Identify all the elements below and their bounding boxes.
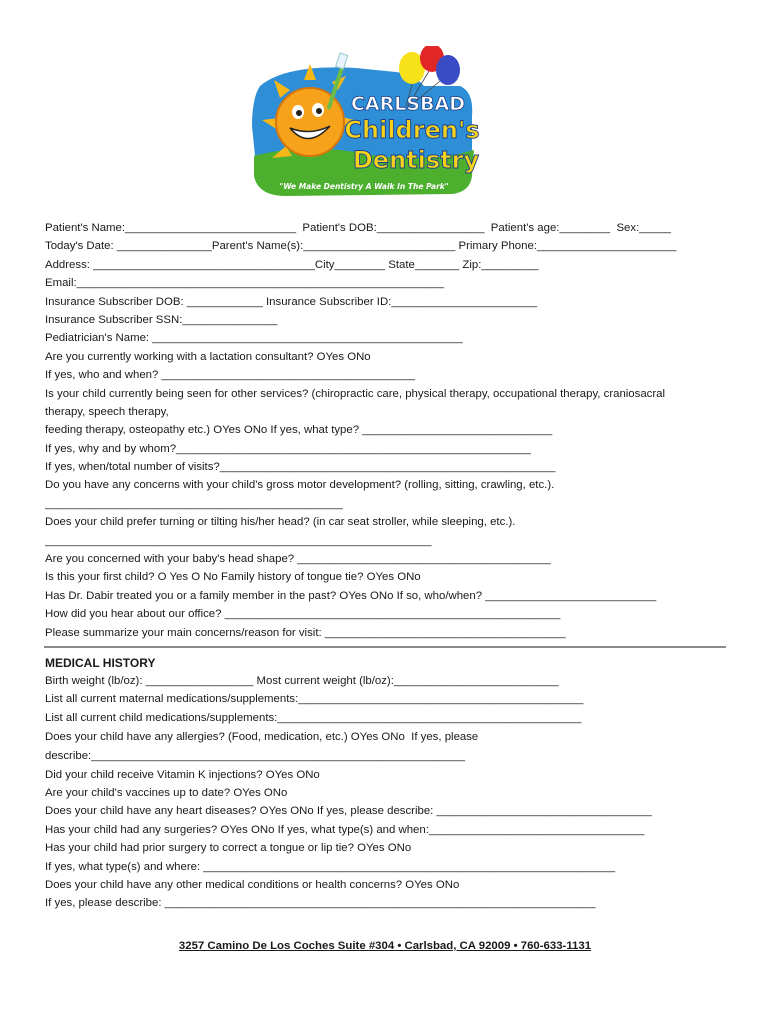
form-line: Is your child currently being seen for other services? (chiropractic care, physical therapy, occupational therapy, craniosacral xyxy=(45,387,666,400)
medical-line[interactable]: If yes, please describe: ____________________________________________________________________ xyxy=(45,897,596,910)
medical-line[interactable]: describe:___________________________________________________________ xyxy=(45,750,465,763)
medical-line[interactable]: Has your child had any surgeries? OYes ONo If yes, what type(s) and when:__________________________________ xyxy=(45,823,645,836)
form-line[interactable]: Insurance Subscriber DOB: ____________ Insurance Subscriber ID:_______________________ xyxy=(45,295,538,308)
form-line[interactable]: Please summarize your main concerns/reason for visit: ______________________________________ xyxy=(45,626,566,639)
clinic-logo xyxy=(246,46,482,204)
form-line[interactable]: Today's Date: _______________Parent's Name(s):________________________ Primary Phone:______________________ xyxy=(45,240,677,253)
form-line[interactable]: Email:__________________________________________________________ xyxy=(45,277,445,290)
form-line[interactable]: If yes, why and by whom?________________________________________________________ xyxy=(45,442,531,455)
medical-line[interactable]: Has your child had prior surgery to correct a tongue or lip tie? OYes ONo xyxy=(45,842,412,855)
form-line[interactable]: Is this your first child? O Yes O No Family history of tongue tie? OYes ONo xyxy=(45,571,421,584)
form-line[interactable]: Patient's Name:___________________________ Patient's DOB:_________________ Patient's age:________ Sex:_____ xyxy=(45,222,671,234)
form-line[interactable]: Insurance Subscriber SSN:_______________ xyxy=(45,313,278,326)
form-line[interactable]: Address: ___________________________________City________ State_______ Zip:_________ xyxy=(45,258,539,271)
form-line[interactable]: If yes, who and when? ________________________________________ xyxy=(45,369,415,382)
form-line[interactable]: How did you hear about our office? _____________________________________________________ xyxy=(45,608,561,621)
form-line[interactable]: feeding therapy, osteopathy etc.) OYes ONo If yes, what type? ______________________________ xyxy=(45,424,553,437)
clinic-address-footer: 3257 Camino De Los Coches Suite #304 • Carlsbad, CA 92009 • 760-633-1131 xyxy=(178,940,592,952)
medical-line[interactable]: Did your child receive Vitamin K injections? OYes ONo xyxy=(45,768,320,781)
form-line[interactable]: Has Dr. Dabir treated you or a family member in the past? OYes ONo If so, who/when? ___________________________ xyxy=(45,589,657,602)
form-line[interactable]: Are you currently working with a lactation consultant? OYes ONo xyxy=(45,350,371,363)
logo-line-1: CARLSBAD xyxy=(350,93,466,115)
form-line[interactable]: _____________________________________________________________ xyxy=(45,534,432,547)
form-line[interactable]: Pediatrician's Name: _________________________________________________ xyxy=(45,332,463,345)
logo-line-3: Dentistry xyxy=(352,146,480,174)
medical-line[interactable]: Are your child's vaccines up to date? OYes ONo xyxy=(45,786,288,799)
section-divider xyxy=(44,646,726,648)
medical-line[interactable]: Birth weight (lb/oz): _________________ Most current weight (lb/oz):__________________________ xyxy=(45,674,559,687)
medical-line[interactable]: List all current maternal medications/supplements:_____________________________________________ xyxy=(45,693,584,706)
medical-line[interactable]: Does your child have any other medical conditions or health concerns? OYes ONo xyxy=(45,878,460,891)
logo-tagline: "We Make Dentistry A Walk In The Park" xyxy=(279,182,449,191)
medical-line[interactable]: Does your child have any allergies? (Food, medication, etc.) OYes ONo If yes, please xyxy=(45,731,479,744)
medical-line[interactable]: List all current child medications/supplements:________________________________________________ xyxy=(45,711,582,724)
form-line: Do you have any concerns with your child's gross motor development? (rolling, sitting, crawling, etc.). xyxy=(45,479,555,492)
balloon-icon xyxy=(436,55,460,85)
form-line[interactable]: Are you concerned with your baby's head shape? ________________________________________ xyxy=(45,553,551,566)
medical-line[interactable]: Does your child have any heart diseases? OYes ONo If yes, please describe: __________________________________ xyxy=(45,805,652,818)
form-line[interactable]: If yes, when/total number of visits?_____________________________________________________ xyxy=(45,461,556,474)
form-line[interactable]: _______________________________________________ xyxy=(45,497,343,510)
medical-history-heading: MEDICAL HISTORY xyxy=(45,655,156,670)
patient-form xyxy=(45,219,735,913)
form-line: therapy, speech therapy, xyxy=(45,405,169,418)
medical-line[interactable]: If yes, what type(s) and where: _________________________________________________________________ xyxy=(45,860,616,873)
form-line: Does your child prefer turning or tilting his/her head? (in car seat stroller, while sleeping, etc.). xyxy=(45,516,516,529)
logo-line-2: Children's xyxy=(344,116,480,144)
